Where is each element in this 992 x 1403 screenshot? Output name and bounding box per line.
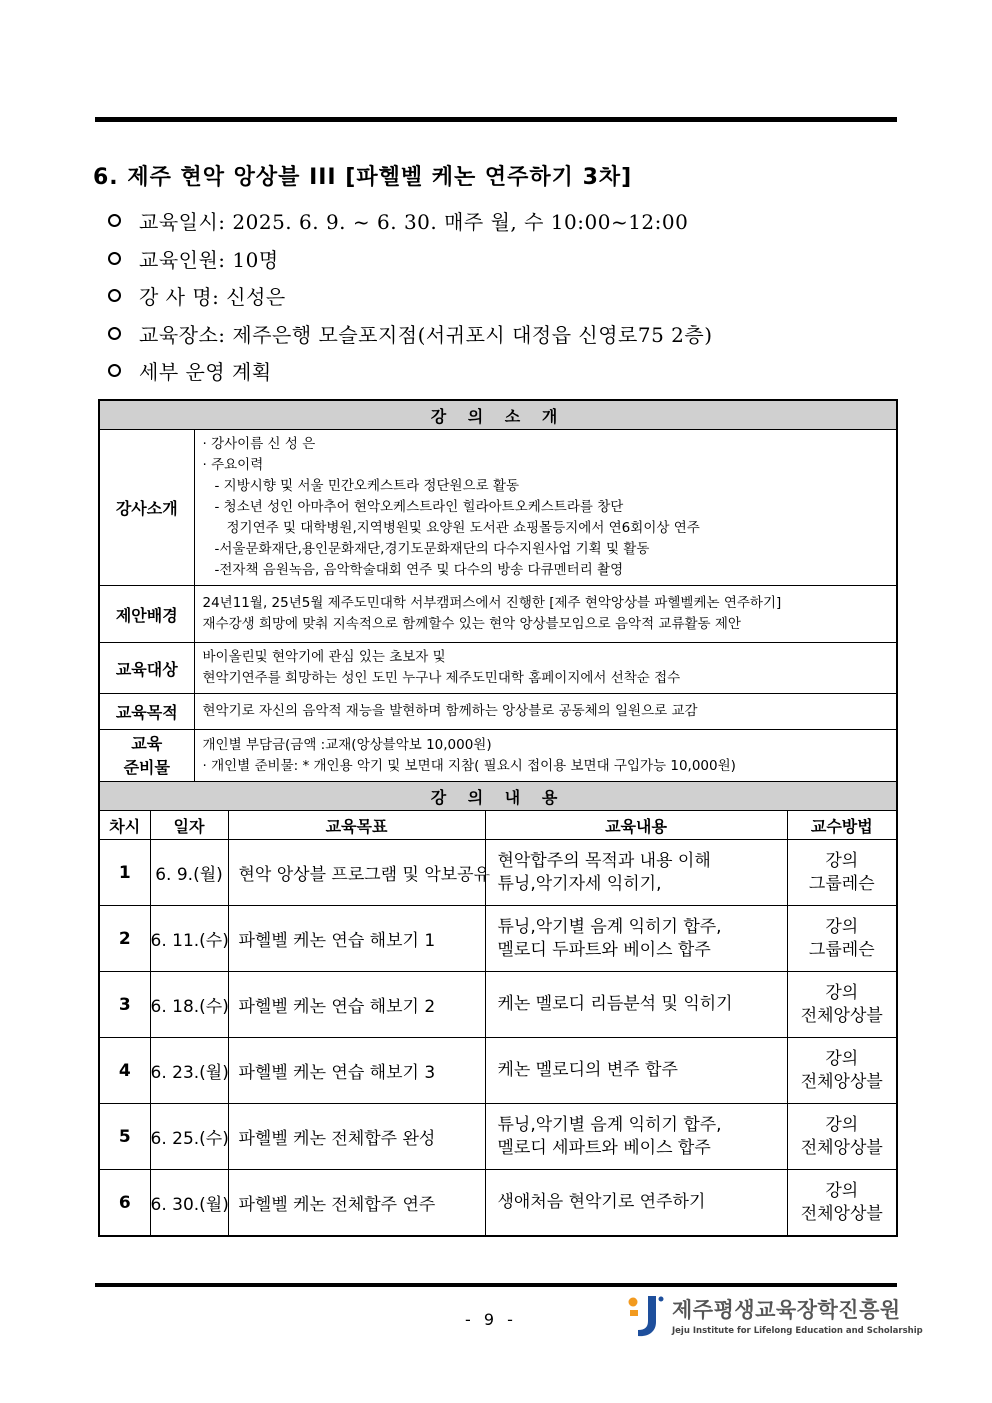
content-band: 강 의 내 용	[99, 782, 897, 811]
instructor-head: 강사소개	[99, 430, 194, 586]
info-label: 교육인원:	[139, 247, 226, 272]
info-item-capacity	[108, 240, 713, 278]
session-date: 6. 30.(월)	[150, 1170, 228, 1237]
intro-band: 강 의 소 개	[99, 400, 897, 430]
info-label: 교육일시:	[139, 210, 226, 235]
method-line: 전체앙상블	[800, 1203, 883, 1224]
circle-bullet-icon	[108, 364, 121, 377]
session-goal: 파헬벨 케논 연습 해보기 1	[228, 906, 485, 972]
session-method	[787, 1170, 897, 1237]
method-line: 강의	[825, 850, 859, 871]
jeju-institute-logo-icon	[626, 1294, 664, 1338]
session-goal: 파헬벨 케논 연습 해보기 3	[228, 1038, 485, 1104]
content-line: 케논 멜로디 리듬분석 및 익히기	[497, 994, 733, 1014]
method-line: 그룹레슨	[808, 939, 875, 960]
content-line: 케논 멜로디의 변주 합주	[497, 1060, 678, 1080]
col-goal: 교육목표	[228, 811, 485, 840]
background-line: 24년11월, 25년5월 제주도민대학 서부캠퍼스에서 진행한 [제주 현악앙상블 파헬벨케논 연주하기]	[202, 595, 782, 611]
org-logo	[626, 1294, 923, 1338]
instructor-line: · 주요이력	[202, 457, 264, 473]
session-date: 6. 11.(수)	[150, 906, 228, 972]
session-date: 6. 18.(수)	[150, 972, 228, 1038]
col-session: 차시	[99, 811, 150, 840]
method-line: 강의	[825, 1114, 859, 1135]
target-line: 바이올린및 현악기에 관심 있는 초보자 및	[202, 649, 446, 665]
org-name-korean: 제주평생교육장학진흥원	[672, 1298, 901, 1322]
instructor-row	[99, 430, 897, 586]
session-method	[787, 1038, 897, 1104]
session-content	[485, 972, 787, 1038]
info-label: 강 사 명:	[139, 285, 220, 310]
materials-line: 개인별 부담금(금액 :교재(앙상블악보 10,000원)	[202, 736, 492, 753]
instructor-line: - 청소년 성인 아마추어 현악오케스트라인 힐라아트오케스트라를 창단	[214, 499, 624, 515]
table-row	[99, 1104, 897, 1170]
session-content	[485, 906, 787, 972]
col-date: 일자	[150, 811, 228, 840]
footer-rule	[95, 1283, 897, 1287]
session-number: 1	[99, 840, 150, 906]
session-content	[485, 1104, 787, 1170]
session-goal: 현악 앙상블 프로그램 및 악보공유	[228, 840, 485, 906]
info-item-plan	[108, 352, 713, 390]
info-list	[108, 202, 713, 390]
content-line: 튜닝,악기별 음계 익히기 합주,	[497, 916, 722, 937]
table-row	[99, 972, 897, 1038]
info-label: 세부 운영 계획	[139, 360, 272, 385]
session-date: 6. 25.(수)	[150, 1104, 228, 1170]
background-detail	[194, 586, 897, 643]
purpose-line: 현악기로 자신의 음악적 재능을 발현하며 함께하는 앙상블로 공동체의 일원으로 교감	[202, 703, 698, 719]
info-value: 10명	[232, 247, 279, 272]
info-item-date	[108, 202, 713, 240]
materials-detail	[194, 730, 897, 782]
info-value: 신성은	[226, 285, 286, 310]
target-head: 교육대상	[99, 643, 194, 694]
col-content: 교육내용	[485, 811, 787, 840]
content-line: 멜로디 두파트와 베이스 합주	[497, 939, 711, 960]
session-number: 6	[99, 1170, 150, 1237]
method-line: 전체앙상블	[800, 1005, 883, 1026]
content-line: 생애처음 현악기로 연주하기	[497, 1192, 706, 1212]
circle-bullet-icon	[108, 289, 121, 302]
session-number: 3	[99, 972, 150, 1038]
method-line: 그룹레슨	[808, 873, 875, 894]
session-content	[485, 1170, 787, 1237]
table-row	[99, 1170, 897, 1237]
session-method	[787, 972, 897, 1038]
info-item-instructor	[108, 277, 713, 315]
purpose-detail	[194, 694, 897, 730]
session-number: 5	[99, 1104, 150, 1170]
purpose-row	[99, 694, 897, 730]
method-line: 강의	[825, 1180, 859, 1201]
target-detail	[194, 643, 897, 694]
session-number: 4	[99, 1038, 150, 1104]
method-line: 강의	[825, 916, 859, 937]
table-row	[99, 1038, 897, 1104]
section-title: 6. 제주 현악 앙상블 III [파헬벨 케논 연주하기 3차]	[93, 165, 633, 190]
materials-head-line: 교육	[131, 733, 163, 753]
instructor-line: -서울문화재단,용인문화재단,경기도문화재단의 다수지원사업 기획 및 활동	[214, 541, 650, 557]
target-line: 현악기연주를 희망하는 성인 도민 누구나 제주도민대학 홈페이지에서 선착순 접수	[202, 670, 681, 686]
background-head: 제안배경	[99, 586, 194, 643]
session-number: 2	[99, 906, 150, 972]
method-line: 전체앙상블	[800, 1071, 883, 1092]
session-method	[787, 906, 897, 972]
content-line: 튜닝,악기자세 익히기,	[497, 873, 662, 894]
session-goal: 파헬벨 케논 연습 해보기 2	[228, 972, 485, 1038]
instructor-line: - 지방시향 및 서울 민간오케스트라 정단원으로 활동	[214, 478, 519, 494]
table-row	[99, 840, 897, 906]
session-method	[787, 840, 897, 906]
course-table	[98, 399, 898, 1237]
info-value: 제주은행 모슬포지점(서귀포시 대정읍 신영로75 2층)	[232, 322, 713, 347]
session-content	[485, 840, 787, 906]
instructor-line: · 강사이름 신 성 은	[202, 436, 316, 452]
target-row	[99, 643, 897, 694]
info-value: 2025. 6. 9. ~ 6. 30. 매주 월, 수 10:00~12:00	[232, 210, 689, 235]
content-line: 멜로디 세파트와 베이스 합주	[497, 1137, 711, 1158]
info-label: 교육장소:	[139, 322, 226, 347]
circle-bullet-icon	[108, 214, 121, 227]
instructor-detail	[194, 430, 897, 586]
page-number: - 9 -	[465, 1310, 517, 1329]
background-row	[99, 586, 897, 643]
materials-line: · 개인별 준비물: * 개인용 악기 및 보면대 지참( 필요시 접이용 보면대 구입가능 10,000원)	[202, 757, 736, 774]
method-line: 전체앙상블	[800, 1137, 883, 1158]
session-date: 6. 23.(월)	[150, 1038, 228, 1104]
instructor-line: -전자책 음원녹음, 음악학술대회 연주 및 다수의 방송 다큐멘터리 촬영	[214, 562, 624, 578]
background-line: 재수강생 희망에 맞춰 지속적으로 함께할수 있는 현악 앙상블모임으로 음악적 교류활동 제안	[202, 616, 741, 632]
session-date: 6. 9.(월)	[150, 840, 228, 906]
method-line: 강의	[825, 982, 859, 1003]
content-line: 튜닝,악기별 음계 익히기 합주,	[497, 1114, 722, 1135]
session-goal: 파헬벨 케논 전체합주 연주	[228, 1170, 485, 1237]
materials-head	[99, 730, 194, 782]
table-row	[99, 906, 897, 972]
content-line: 현악합주의 목적과 내용 이해	[497, 850, 711, 871]
header-rule	[95, 117, 897, 122]
purpose-head: 교육목적	[99, 694, 194, 730]
circle-bullet-icon	[108, 252, 121, 265]
schedule-header-row	[99, 811, 897, 840]
session-method	[787, 1104, 897, 1170]
materials-row	[99, 730, 897, 782]
instructor-line: 정기연주 및 대학병원,지역병원및 요양원 도서관 쇼핑몰등지에서 연6회이상 연주	[226, 520, 700, 536]
session-goal: 파헬벨 케논 전체합주 완성	[228, 1104, 485, 1170]
info-item-location	[108, 315, 713, 353]
col-method: 교수방법	[787, 811, 897, 840]
circle-bullet-icon	[108, 327, 121, 340]
method-line: 강의	[825, 1048, 859, 1069]
org-name-english: Jeju Institute for Lifelong Education and Scholarship	[672, 1326, 923, 1336]
session-content	[485, 1038, 787, 1104]
materials-head-line: 준비물	[123, 757, 170, 777]
